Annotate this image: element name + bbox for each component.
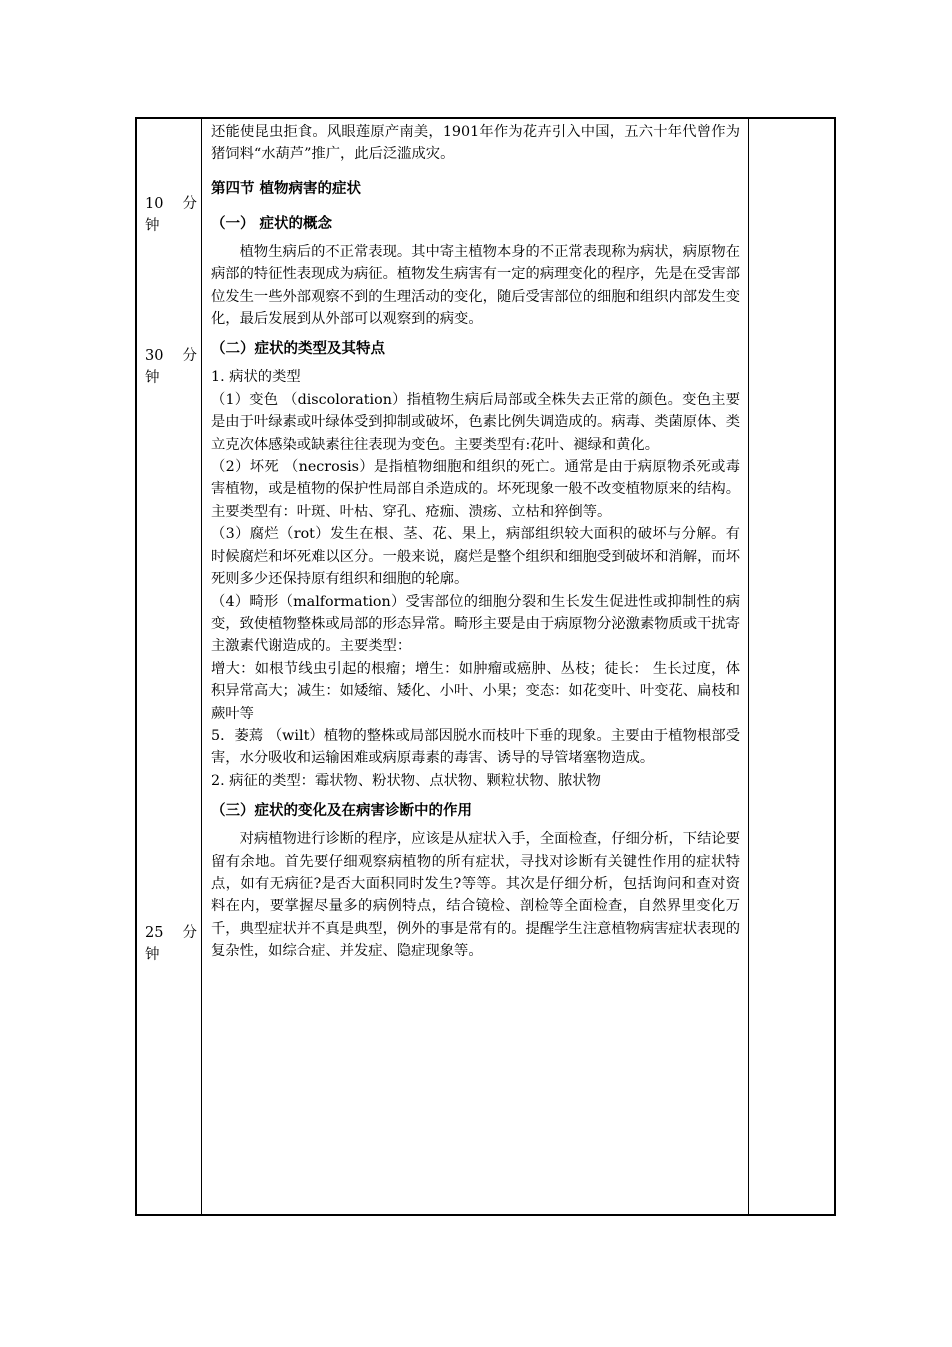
- part1-paragraph: 植物生病后的不正常表现。其中寄主植物本身的不正常表现称为病状，病原物在病部的特征性表现成为病征。植物发生病害有一定的病理变化的程序，先是在受害部位发生一些外部观察不到的生理活动的变化，随后受害部位的细胞和组织内部发生变化，最后发展到从外部可以观察到的病变。: [211, 243, 740, 328]
- part3-title: （三）症状的变化及在病害诊断中的作用: [211, 803, 472, 820]
- part1-title: （一） 症状的概念: [211, 215, 333, 232]
- time-label-2: 30 分 钟: [145, 345, 197, 389]
- time-label-1: 10 分 钟: [145, 193, 197, 237]
- notes-column: [748, 119, 836, 1214]
- section-title: 第四节 植物病害的症状: [211, 180, 362, 197]
- malformation-types: 增大：如根节线虫引起的根瘤；增生：如肿瘤或癌肿、丛枝；徒长： 生长过度，体积异常高大；减生：如矮缩、矮化、小叶、小果；变态：如花变叶、叶变花、扁枝和蕨叶等: [211, 660, 740, 722]
- time-1-line: 10 分: [145, 196, 197, 212]
- symptom-item-necrosis: （2）坏死 （necrosis）是指植物细胞和组织的死亡。通常是由于病原物杀死或毒害植物，或是植物的保护性局部自杀造成的。坏死现象一般不改变植物原来的结构。主要类型有：叶斑、叶枯、穿孔、疮痂、溃疡、立枯和猝倒等。: [211, 459, 740, 520]
- time-3-line: 25 分: [145, 925, 197, 941]
- sign-types: 2. 病征的类型：霉状物、粉状物、点状物、颗粒状物、脓状物: [211, 772, 601, 789]
- intro-paragraph: 还能使昆虫拒食。风眼莲原产南美，1901年作为花卉引入中国，五六十年代曾作为猪饲料“水葫芦”推广，此后泛滥成灾。: [211, 124, 740, 163]
- part2-lead: 1. 病状的类型: [211, 369, 301, 386]
- part2-title: （二）症状的类型及其特点: [211, 341, 385, 358]
- symptom-item-wilt: 5．萎蔫 （wilt）植物的整株或局部因脱水而枝叶下垂的现象。主要由于植物根部受害，水分吸收和运输困难或病原毒素的毒害、诱导的导管堵塞物造成。: [211, 727, 740, 767]
- time-label-3: 25 分 钟: [145, 922, 197, 966]
- symptom-item-discoloration: （1）变色 （discoloration）指植物生病后局部或全株失去正常的颜色。变色主要是由于叶绿素或叶绿体受到抑制或破坏，色素比例失调造成的。病毒、类菌原体、类立克次体感染或缺素往往表现为变色。主要类型有:花叶、褪绿和黄化。: [211, 391, 740, 453]
- symptom-item-malformation: （4）畸形（malformation）受害部位的细胞分裂和生长发生促进性或抑制性的病变，致使植物整株或局部的形态异常。畸形主要是由于病原物分泌激素物质或干扰寄主激素代谢造成的。主要类型：: [211, 593, 740, 655]
- content-column: [204, 119, 746, 1214]
- time-2-line: 30 分: [145, 348, 197, 364]
- part3-paragraph: 对病植物进行诊断的程序，应该是从症状入手，全面检查，仔细分析，下结论要留有余地。首先要仔细观察病植物的所有症状，寻找对诊断有关键性作用的症状特点，如有无病征?是否大面积同时发生?等等。其次是仔细分析，包括询问和查对资料在内，要掌握尽量多的病例特点，结合镜检、剖检等全面检查，自然界里变化万千，典型症状并不真是典型，例外的事是常有的。提醒学生注意植物病害症状表现的复杂性，如综合症、并发症、隐症现象等。: [211, 831, 740, 960]
- time-column: [137, 119, 202, 1214]
- symptom-item-rot: （3）腐烂（rot）发生在根、茎、花、果上，病部组织较大面积的破坏与分解。有时候腐烂和坏死难以区分。一般来说，腐烂是整个组织和细胞受到破坏和消解，而坏死则多少还保持原有组织和细胞的轮廓。: [211, 526, 740, 588]
- lesson-table: [135, 117, 836, 1216]
